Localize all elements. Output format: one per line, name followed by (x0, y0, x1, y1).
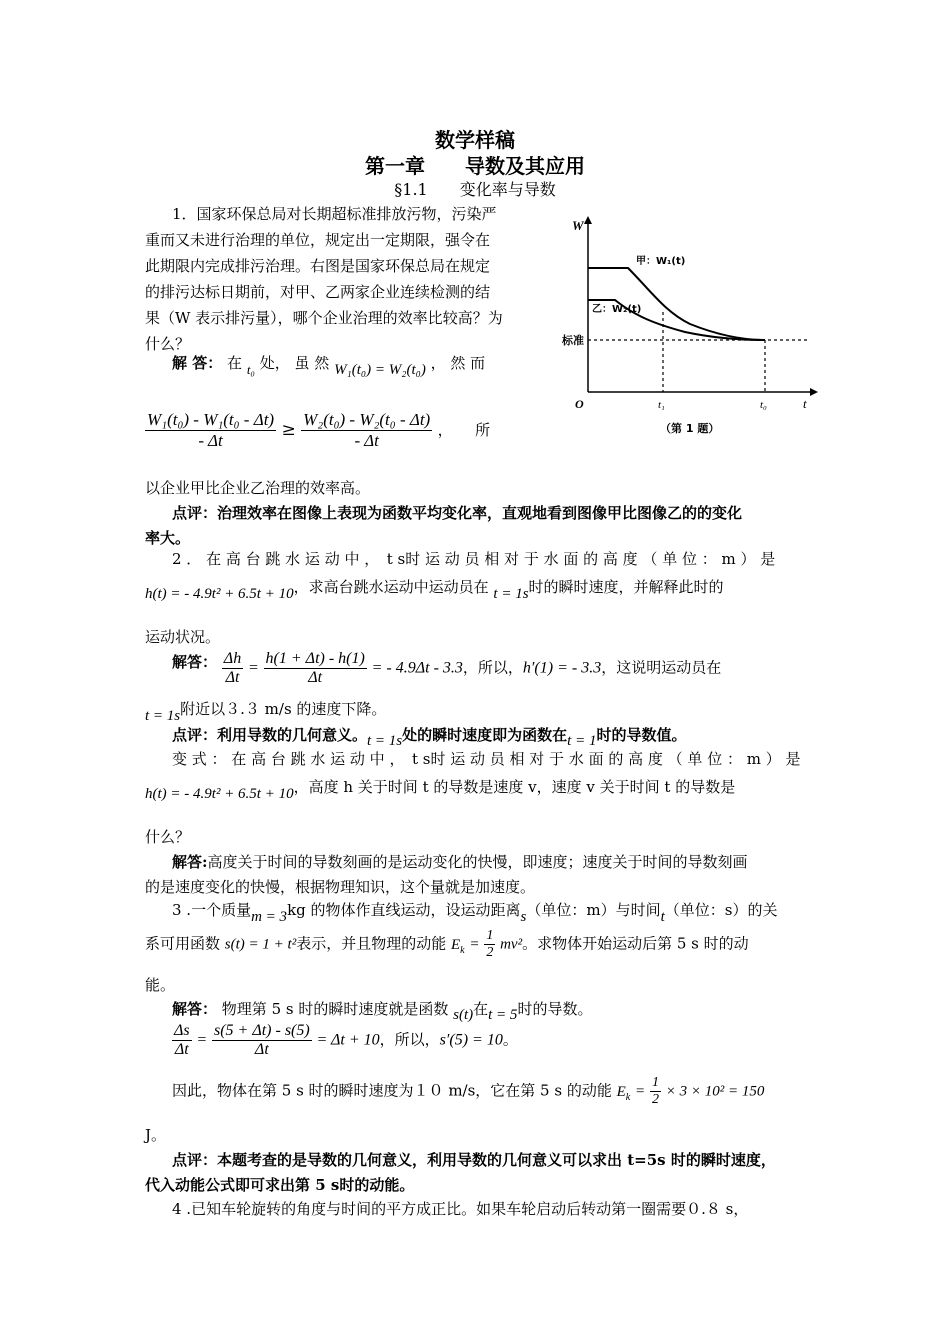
denominator: - Δt (198, 431, 223, 450)
text: 处的瞬时速度即为函数在 (402, 726, 568, 744)
math-derivative: s′(5) = 10 (439, 1031, 503, 1049)
subscript-k: k (460, 944, 465, 956)
q3-line-2 (145, 928, 749, 961)
ge-symbol: ≥ (281, 420, 296, 440)
variant-line-3: 什么？ (145, 828, 191, 846)
text: 附近以３.３ m/s 的速度下降。 (180, 700, 387, 718)
denominator: Δt (308, 669, 323, 686)
q1-line-3: 此期限内完成排污治理。右图是国家环保总局在规定 (145, 257, 491, 275)
subscript-k: k (625, 1091, 631, 1103)
variant-answer (172, 851, 748, 872)
math-mass: m = 3 (251, 909, 288, 925)
numerator: Δh (223, 650, 242, 667)
q2-line-5 (145, 698, 387, 724)
text: ，求高台跳水运动中运动员在 (293, 578, 489, 596)
section-title: §1.1 变化率与导数 (394, 180, 556, 199)
math-rhs: = Δt + 10 (316, 1031, 380, 1049)
fraction-half (650, 1075, 661, 1108)
text: ，所以， (462, 658, 523, 677)
answer-label: 解答： (172, 652, 218, 671)
numerator: s(5 + Δt) - s(5) (213, 1022, 310, 1039)
math-function: h(t) = - 4.9t² + 6.5t + 10 (145, 586, 294, 602)
tick-t1: t₁ (658, 399, 665, 411)
fraction (264, 650, 367, 687)
text: （单位：m）与时间 (526, 901, 661, 919)
q1-answer (172, 352, 486, 378)
answer-text: 处， 虽 然 (259, 354, 330, 372)
denominator: - Δt (354, 431, 379, 450)
fraction (145, 410, 276, 451)
math-t0: t₀ (246, 362, 255, 377)
math-energy (451, 936, 465, 956)
q2-comment (172, 724, 687, 749)
standard-label: 标准 (562, 334, 584, 347)
symbol-e: E (451, 936, 461, 953)
denominator: 2 (486, 945, 494, 960)
text: ，高度 h 关于时间 t 的导数是速度 v，速度 v 关于时间 t 的导数是 (293, 778, 736, 796)
q3-result (172, 1075, 764, 1108)
symbol-e: E (616, 1083, 626, 1100)
text: 时的导数值。 (596, 726, 687, 744)
denominator: Δt (254, 1041, 269, 1058)
emission-figure (560, 212, 820, 440)
q1-line-1: 1．国家环保总局对长期超标准排放污物，污染严 (172, 205, 497, 223)
math-result: × 3 × 10² = 150 (665, 1083, 765, 1100)
equals: = (469, 936, 480, 953)
fraction (222, 650, 243, 687)
tick-t0: t₀ (760, 399, 767, 411)
comment-label: 点评：利用导数的几何意义。 (172, 726, 368, 744)
text: kg 的物体作直线运动，设运动距离 (287, 901, 521, 919)
math-time: t = 1s (493, 586, 529, 602)
denominator: Δt (174, 1041, 189, 1058)
q3-line-1 (172, 899, 778, 925)
math-time: t = 1s (367, 733, 403, 749)
equals: = (247, 659, 259, 677)
math-time: t = 5 (488, 1007, 518, 1023)
curve-jia-label: 甲：W₁(t) (636, 256, 686, 267)
text: ，所以， (379, 1030, 440, 1049)
fraction (172, 1022, 192, 1059)
math-energy (616, 1083, 631, 1103)
q2-line-1: 2 ． 在 高 台 跳 水 运 动 中 ， t s时 运 动 员 相 对 于 水 面 的 高 度 （ 单 位 ： m ） 是 (172, 550, 776, 568)
variant-answer-line-2: 的是速度变化的快慢，根据物理知识，这个量就是加速度。 (145, 878, 536, 896)
text: 。求物体开始运动后第 5 s 时的动 (522, 934, 749, 953)
q3-answer (172, 998, 593, 1023)
denominator: 2 (651, 1092, 659, 1107)
q1-line-4: 的排污达标日期前，对甲、乙两家企业连续检测的结 (145, 283, 491, 301)
q4-line-1: 4 .已知车轮旋转的角度与时间的平方成正比。如果车轮启动后转动第一圈需要０.８ s， (172, 1200, 749, 1218)
figure-caption: （第 1 题） (660, 422, 720, 435)
fraction (212, 1022, 312, 1059)
math-time: t = 1s (145, 708, 181, 724)
math-equation: W₁(t₀) = W₂(t₀) (334, 362, 426, 378)
text: 因此，物体在第 5 s 时的瞬时速度为１０ m/s，它在第 5 s 的动能 (172, 1081, 612, 1100)
q3-result-unit: J。 (145, 1126, 167, 1144)
q1-line-5: 果（W 表示排污量），哪个企业治理的效率比较高？为 (145, 309, 503, 327)
q1-inequality (145, 410, 490, 451)
text: 时的导数。 (517, 1000, 593, 1018)
answer-label: 解答: (172, 853, 208, 871)
math-mv: mv² (500, 936, 523, 953)
equals: = (635, 1083, 646, 1100)
q3-comment: 点评：本题考查的是导数的几何意义，利用导数的几何意义可以求出 t=5s 时的瞬时速度， (172, 1151, 776, 1169)
numerator: 1 (651, 1075, 659, 1090)
answer-text: 在 (227, 354, 243, 372)
numerator: h(1 + Δt) - h(1) (265, 650, 365, 667)
q1-line-2: 重而又未进行治理的单位，规定出一定期限，强令在 (145, 231, 491, 249)
text: ，这说明运动员在 (601, 658, 722, 677)
answer-text: ， 然 而 (430, 354, 486, 372)
text: 表示，并且物理的动能 (296, 934, 447, 953)
q1-comment: 点评：治理效率在图像上表现为函数平均变化率，直观地看到图像甲比图像乙的的变化 (172, 504, 743, 522)
fraction-half (484, 928, 495, 961)
numerator: W₁(t₀) - W₁(t₀ - Δt) (147, 410, 275, 429)
math-function: s(t) = 1 + t² (224, 936, 297, 953)
q1-line-6: 什么？ (145, 335, 191, 353)
text: 时的瞬时速度，并解释此时的 (528, 578, 724, 596)
q3-equation (172, 1022, 518, 1059)
numerator: 1 (486, 928, 494, 943)
variant-line-1: 变 式 ： 在 高 台 跳 水 运 动 中 ， t s时 运 动 员 相 对 于 水 面 的 高 度 （ 单 位 ： m ） 是 (172, 750, 801, 768)
text: （单位：s）的关 (664, 901, 778, 919)
text: 3 .一个质量 (172, 901, 252, 919)
math-rhs: = - 4.9Δt - 3.3 (371, 659, 463, 677)
text: 在 (473, 1000, 489, 1018)
math-derivative: h′(1) = - 3.3 (522, 659, 602, 677)
q3-line-3: 能。 (145, 976, 176, 994)
text: 系可用函数 (145, 934, 221, 953)
fraction (301, 410, 432, 451)
chapter-title: 第一章 导数及其应用 (365, 154, 585, 178)
q2-line-2 (145, 576, 724, 602)
numerator: Δs (174, 1022, 190, 1039)
answer-label: 解答： (172, 1000, 218, 1018)
ineq-tail: ， 所 (437, 421, 491, 439)
x-axis-arrow (810, 388, 818, 396)
math-s: s (520, 909, 527, 925)
origin-label: O (575, 397, 584, 411)
x-axis-label: t (803, 396, 807, 411)
y-axis-label: W (572, 218, 584, 233)
q1-comment: 率大。 (145, 529, 191, 547)
equals: = (196, 1031, 208, 1049)
curve-yi-label: 乙：W₂(t) (592, 304, 642, 315)
math-function: s(t) (453, 1007, 474, 1023)
q3-comment: 代入动能公式即可求出第 5 s时的动能。 (145, 1176, 415, 1194)
y-axis-arrow (584, 216, 592, 224)
variant-line-2 (145, 776, 736, 802)
numerator: W₂(t₀) - W₂(t₀ - Δt) (303, 410, 431, 429)
q2-line-3: 运动状况。 (145, 628, 221, 646)
text: 物理第 5 s 时的瞬时速度就是函数 (221, 1000, 449, 1018)
q2-answer (172, 650, 721, 687)
math-time: t = 1 (567, 733, 597, 749)
answer-label: 解 答： (172, 354, 223, 372)
math-t: t (660, 909, 665, 925)
math-function: h(t) = - 4.9t² + 6.5t + 10 (145, 786, 294, 802)
denominator: Δt (225, 669, 240, 686)
doc-title: 数学样稿 (435, 128, 515, 152)
q1-conclusion: 以企业甲比企业乙治理的效率高。 (145, 479, 371, 497)
text: 高度关于时间的导数刻画的是运动变化的快慢，即速度；速度关于时间的导数刻画 (207, 853, 748, 871)
text: 。 (502, 1030, 518, 1049)
